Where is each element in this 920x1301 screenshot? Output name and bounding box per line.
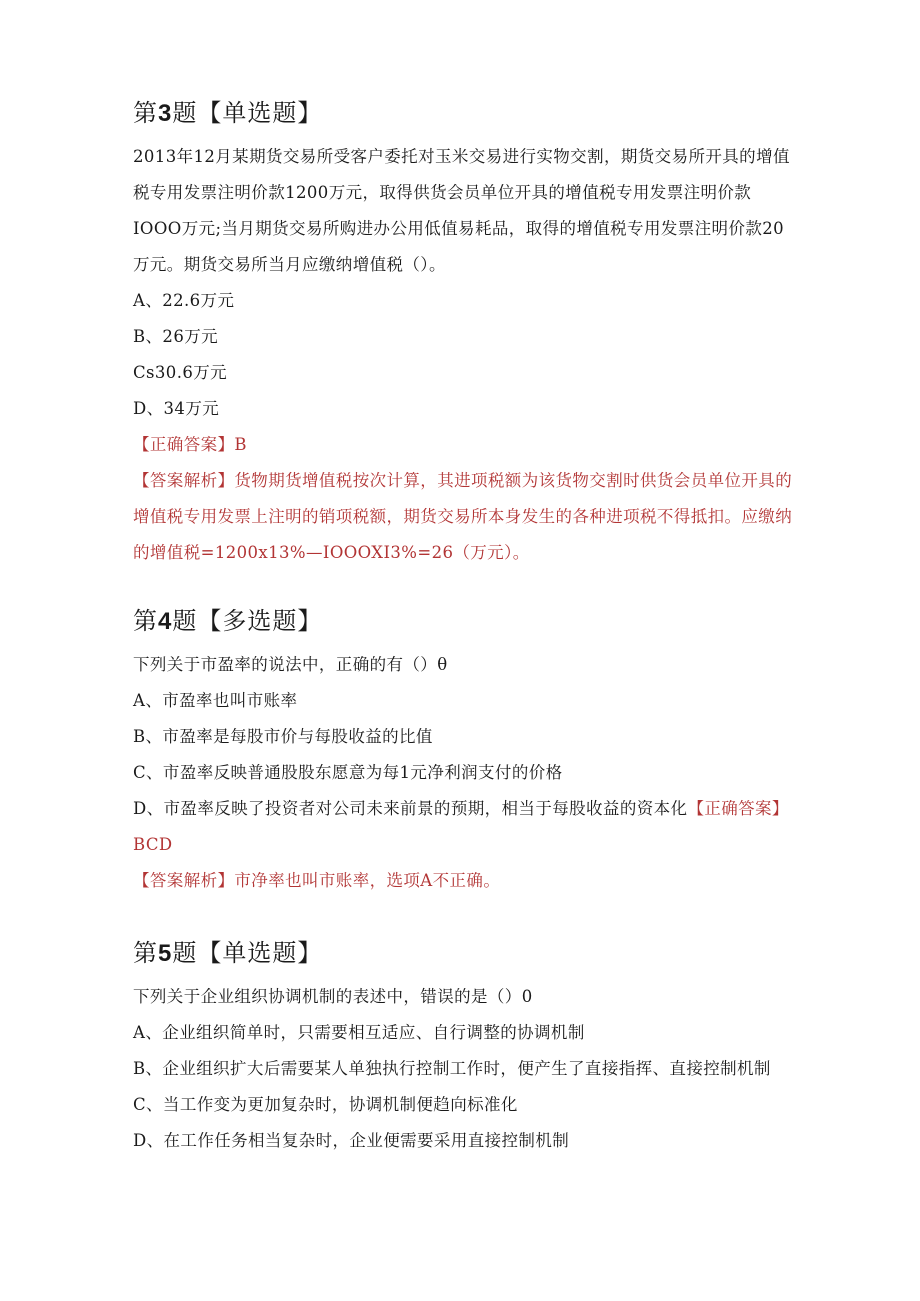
question-4-option-b: B、市盈率是每股市价与每股收益的比值: [133, 727, 433, 746]
question-5-option-b: B、企业组织扩大后需要某人单独执行控制工作时，便产生了直接指挥、直接控制机制: [133, 1059, 771, 1078]
question-4-option-d-with-answer: [133, 791, 793, 863]
question-4-number: 4: [158, 608, 173, 635]
question-5-stem: 下列关于企业组织协调机制的表述中，错误的是（）0: [133, 987, 533, 1006]
question-3-title: 第3题【单选题】: [133, 99, 323, 127]
question-5-option-a: A、企业组织简单时，只需要相互适应、自行调整的协调机制: [133, 1023, 585, 1042]
question-3-option-b: B、26万元: [133, 327, 219, 346]
question-4-analysis: 【答案解析】市净率也叫市账率，选项A不正确。: [133, 871, 501, 890]
question-3-option-d: D、34万元: [133, 399, 220, 418]
question-3: [133, 98, 793, 571]
question-4-stem: 下列关于市盈率的说法中，正确的有（）θ: [133, 655, 448, 674]
question-5: [133, 938, 793, 1159]
question-3-number: 3: [158, 100, 173, 127]
question-5-title: 第5题【单选题】: [133, 939, 323, 967]
question-5-option-c: C、当工作变为更加复杂时，协调机制便趋向标准化: [133, 1095, 518, 1114]
question-4: [133, 606, 793, 899]
question-3-stem: 2013年12月某期货交易所受客户委托对玉米交易进行实物交割，期货交易所开具的增值税专用发票注明价款1200万元，取得供货会员单位开具的增值税专用发票注明价款IOOO万元;当月期货交易所购进办公用低值易耗品，取得的增值税专用发票注明价款20万元。期货交易所当月应缴纳增值税（）。: [133, 147, 790, 274]
question-3-option-a: A、22.6万元: [133, 291, 235, 310]
question-3-answer: 【正确答案】B: [133, 435, 247, 454]
question-5-number: 5: [158, 940, 173, 967]
question-4-option-d: D、市盈率反映了投资者对公司未来前景的预期，相当于每股收益的资本化: [133, 799, 688, 818]
question-3-option-c: Cs30.6万元: [133, 363, 228, 382]
question-4-title: 第4题【多选题】: [133, 607, 323, 635]
question-4-option-a: A、市盈率也叫市账率: [133, 691, 298, 710]
question-5-option-d: D、在工作任务相当复杂时，企业便需要采用直接控制机制: [133, 1131, 570, 1150]
question-4-option-c: C、市盈率反映普通股股东愿意为每1元净利润支付的价格: [133, 763, 563, 782]
question-4-answer: 【正确答案】BCD: [133, 799, 789, 854]
question-3-analysis: 【答案解析】货物期货增值税按次计算，其进项税额为该货物交割时供货会员单位开具的增值税专用发票上注明的销项税额，期货交易所本身发生的各种进项税不得抵扣。应缴纳的增值税=1200x13%—IOOOXI3%=26（万元）。: [133, 471, 793, 562]
